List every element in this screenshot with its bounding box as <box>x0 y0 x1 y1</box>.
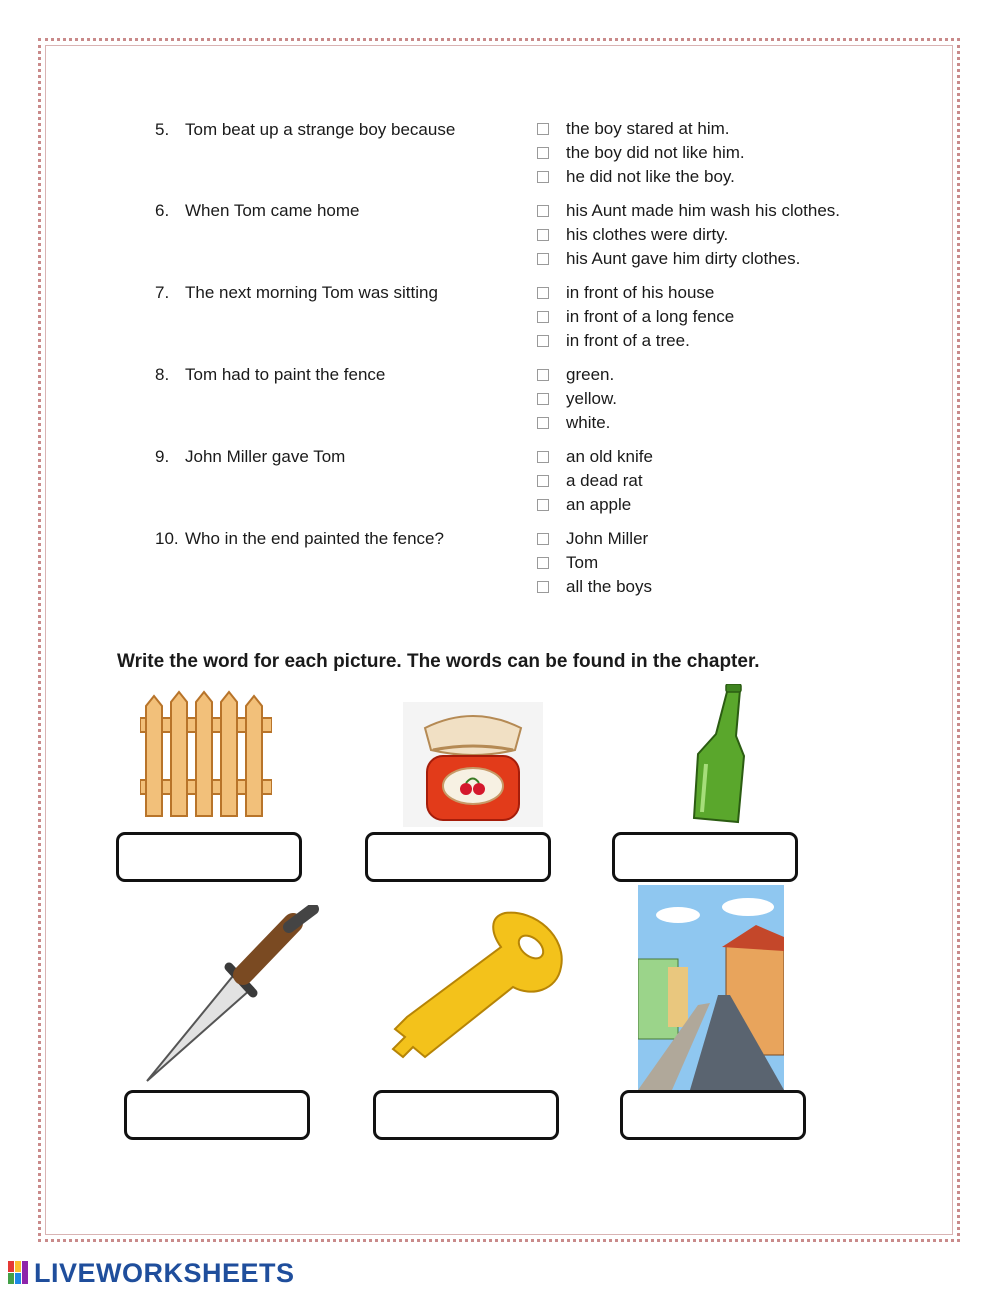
jam-jar-picture <box>403 702 543 827</box>
option-checkbox[interactable] <box>537 123 549 135</box>
option: his clothes were dirty. <box>537 223 840 247</box>
option-checkbox[interactable] <box>537 229 549 241</box>
option-checkbox[interactable] <box>537 475 549 487</box>
option-checkbox[interactable] <box>537 311 549 323</box>
option: in front of a long fence <box>537 305 734 329</box>
options-q7 <box>537 281 734 353</box>
option-checkbox[interactable] <box>537 393 549 405</box>
option: his Aunt gave him dirty clothes. <box>537 247 840 271</box>
question-7: 7. The next morning Tom was sitting <box>155 283 438 302</box>
street-picture <box>638 885 784 1090</box>
answer-box-bottle[interactable] <box>612 832 798 882</box>
key-picture <box>385 907 570 1067</box>
answer-box-key[interactable] <box>373 1090 559 1140</box>
bottle-picture <box>688 684 748 826</box>
option-checkbox[interactable] <box>537 499 549 511</box>
logo-text: LIVEWORKSHEETS <box>34 1257 295 1288</box>
liveworksheets-logo[interactable] <box>8 1258 295 1288</box>
option-checkbox[interactable] <box>537 147 549 159</box>
option-checkbox[interactable] <box>537 451 549 463</box>
option: Tom <box>537 551 652 575</box>
question-5: 5. Tom beat up a strange boy because <box>155 120 456 139</box>
option: he did not like the boy. <box>537 165 745 189</box>
options-q10 <box>537 527 652 599</box>
answer-box-street[interactable] <box>620 1090 806 1140</box>
question-9: 9. John Miller gave Tom <box>155 447 346 466</box>
fence-picture <box>140 688 272 820</box>
option: a dead rat <box>537 469 653 493</box>
option: the boy did not like him. <box>537 141 745 165</box>
option-checkbox[interactable] <box>537 253 549 265</box>
option-checkbox[interactable] <box>537 287 549 299</box>
option: his Aunt made him wash his clothes. <box>537 199 840 223</box>
options-q8 <box>537 363 617 435</box>
option-checkbox[interactable] <box>537 417 549 429</box>
option: the boy stared at him. <box>537 117 745 141</box>
answer-box-jam[interactable] <box>365 832 551 882</box>
answer-box-knife[interactable] <box>124 1090 310 1140</box>
options-q6 <box>537 199 840 271</box>
option-checkbox[interactable] <box>537 533 549 545</box>
instruction-heading: Write the word for each picture. The words can be found in the chapter. <box>117 651 760 672</box>
option-checkbox[interactable] <box>537 581 549 593</box>
option: all the boys <box>537 575 652 599</box>
option-checkbox[interactable] <box>537 369 549 381</box>
options-q5 <box>537 117 745 189</box>
option: an old knife <box>537 445 653 469</box>
logo-mark-icon <box>8 1261 34 1285</box>
option: yellow. <box>537 387 617 411</box>
question-10: 10. Who in the end painted the fence? <box>155 529 444 548</box>
option: in front of a tree. <box>537 329 734 353</box>
answer-box-fence[interactable] <box>116 832 302 882</box>
option: in front of his house <box>537 281 734 305</box>
option: an apple <box>537 493 653 517</box>
knife-picture <box>143 905 319 1083</box>
question-8: 8. Tom had to paint the fence <box>155 365 386 384</box>
option-checkbox[interactable] <box>537 171 549 183</box>
option-checkbox[interactable] <box>537 557 549 569</box>
options-q9 <box>537 445 653 517</box>
option: green. <box>537 363 617 387</box>
option: John Miller <box>537 527 652 551</box>
option: white. <box>537 411 617 435</box>
option-checkbox[interactable] <box>537 205 549 217</box>
question-6: 6. When Tom came home <box>155 201 360 220</box>
option-checkbox[interactable] <box>537 335 549 347</box>
